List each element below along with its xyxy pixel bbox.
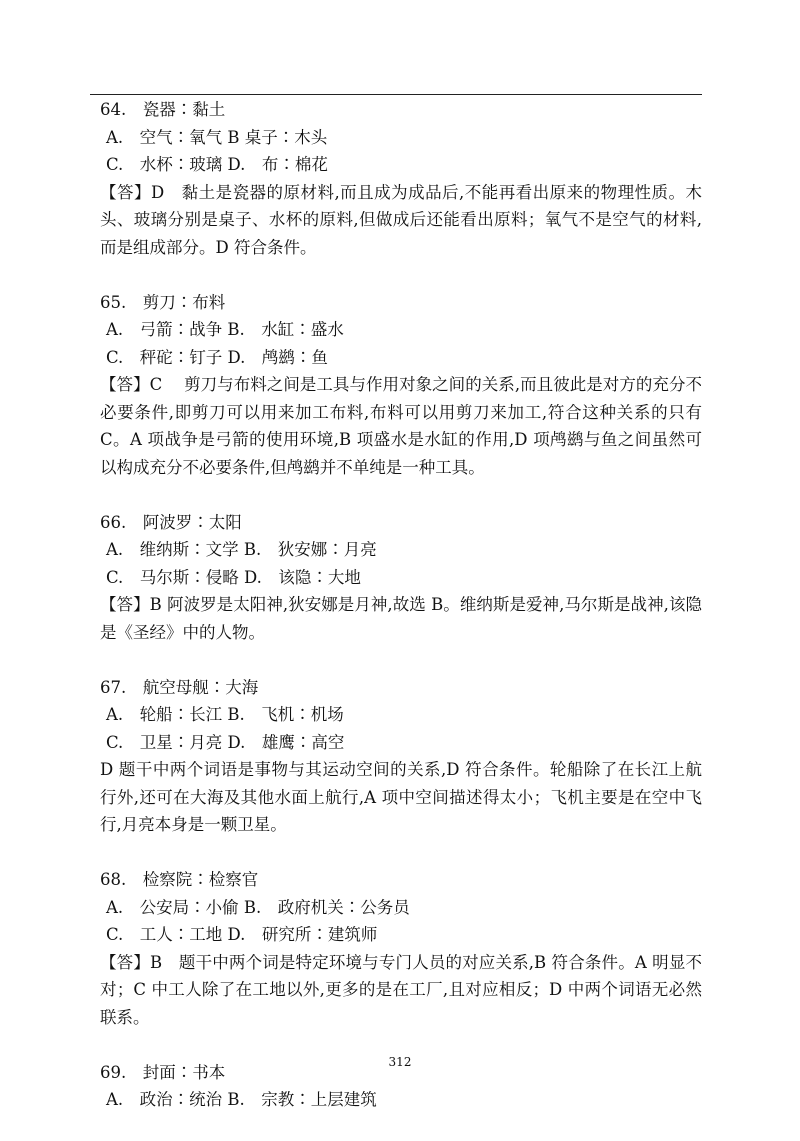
option-line: A. 弓箭∶战争 B. 水缸∶盛水 xyxy=(106,320,344,339)
option-line: A. 公安局∶小偷 B. 政府机关∶公务员 xyxy=(106,897,410,917)
option-line: C. 秤砣∶钉子 D. 鸬鹚∶鱼 xyxy=(106,347,328,367)
question-66 xyxy=(100,509,702,647)
answer-text: 【答】D 黏土是瓷器的原材料,而且成为成品后,不能再看出原来的物理性质。木头、玻璃分别是桌子、水杯的原料,但做成后还能看出原料；氧气不是空气的材料,而是组成部分。D 符合条件。 xyxy=(100,182,702,257)
answer-text: D 题干中两个词语是事物与其运动空间的关系,D 符合条件。轮船除了在长江上航行外,还可在大海及其他水面上航行,A 项中空间描述得太小；飞机主要是在空中飞行,月亮本身是一颗卫星。 xyxy=(100,760,702,834)
question-67 xyxy=(100,674,702,839)
question-title: 69. 封面∶书本 xyxy=(100,1062,226,1082)
answer-text: 【答】B 题干中两个词是特定环境与专门人员的对应关系,B 符合条件。A 明显不对；C 中工人除了在工地以外,更多的是在工厂,且对应相反；D 中两个词语无必然联系。 xyxy=(100,952,702,1027)
answer-text: 【答】B 阿波罗是太阳神,狄安娜是月神,故选 B。维纳斯是爱神,马尔斯是战神,该隐是《圣经》中的人物。 xyxy=(100,595,702,642)
question-64 xyxy=(100,96,702,261)
question-68 xyxy=(100,866,702,1031)
question-title: 65. 剪刀∶布料 xyxy=(100,292,226,312)
option-line: C. 水杯∶玻璃 D. 布∶棉花 xyxy=(106,155,328,174)
question-65 xyxy=(100,289,702,482)
option-line: C. 工人∶工地 D. 研究所∶建筑师 xyxy=(106,925,378,944)
page-content xyxy=(100,96,702,1141)
page-number: 312 xyxy=(388,1055,412,1069)
answer-text: 【答】C 剪刀与布料之间是工具与作用对象之间的关系,而且彼此是对方的充分不必要条件,即剪刀可以用来加工布料,布料可以用剪刀来加工,符合这种关系的只有 C。A 项战争是弓箭的使用环境,B 项盛水是水缸的作用,D 项鸬鹚与鱼之间虽然可以构成充分不必要条件,但鸬鹚并不单纯是一种工具。 xyxy=(100,375,702,477)
option-line: A. 空气∶氧气 B 桌子∶木头 xyxy=(106,127,328,147)
option-line: A. 政治∶统治 B. 宗教∶上层建筑 xyxy=(106,1090,377,1109)
option-line: C. 马尔斯∶侵略 D. 该隐∶大地 xyxy=(106,567,361,587)
option-line: A. 轮船∶长江 B. 飞机∶机场 xyxy=(106,705,344,724)
question-title: 66. 阿波罗∶太阳 xyxy=(100,512,242,532)
question-title: 64. 瓷器∶黏土 xyxy=(100,100,226,119)
question-title: 67. 航空母舰∶大海 xyxy=(100,677,259,697)
option-line: A. 维纳斯∶文学 B. 狄安娜∶月亮 xyxy=(106,540,377,559)
option-line: C. 卫星∶月亮 D. 雄鹰∶高空 xyxy=(106,732,345,752)
header-rule xyxy=(90,94,702,95)
question-title: 68. 检察院∶检察官 xyxy=(100,870,259,889)
